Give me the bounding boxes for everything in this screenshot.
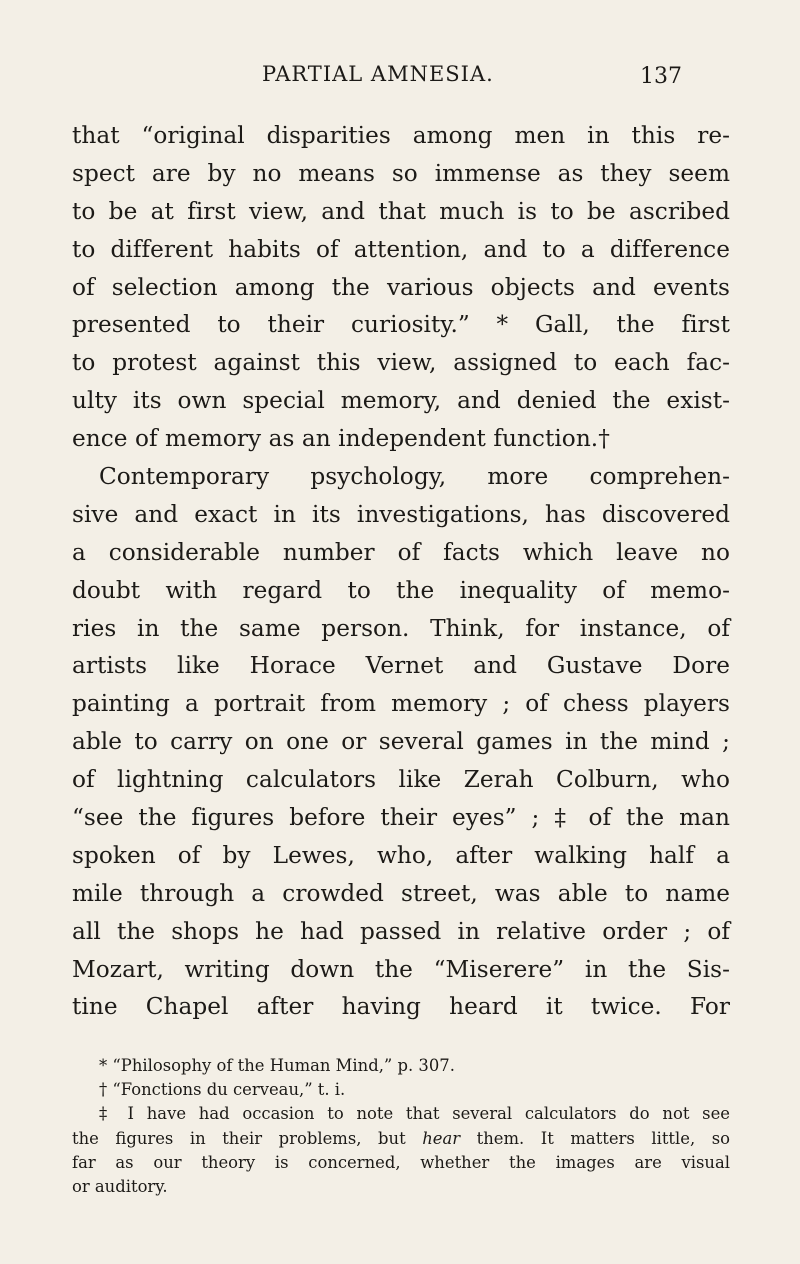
body-line: a considerable number of facts which leave no <box>72 538 730 566</box>
footnote-3-text: the figures in their problems, but <box>72 1128 423 1148</box>
body-line: able to carry on one or several games in the mind ; <box>72 728 730 756</box>
body-line: to be at first view, and that much is to be ascribed <box>72 197 730 225</box>
body-line: ulty its own special memory, and denied the exist- <box>72 387 730 415</box>
footnotes <box>72 1054 730 1199</box>
body-text <box>72 117 730 1026</box>
body-line: that “original disparities among men in this re- <box>72 122 730 149</box>
body-line: painting a portrait from memory ; of chess players <box>72 690 730 718</box>
footnote-3-text: them. It matters little, so <box>460 1128 730 1148</box>
footnote-3-emphasis: hear <box>422 1128 461 1148</box>
body-line: “see the figures before their eyes” ; ‡ of the man <box>72 804 730 832</box>
body-line: artists like Horace Vernet and Gustave Dore <box>72 652 730 680</box>
body-line: doubt with regard to the inequality of memo- <box>72 576 730 604</box>
body-line: of lightning calculators like Zerah Colburn, who <box>72 766 730 794</box>
body-line: mile through a crowded street, was able to name <box>72 879 730 907</box>
running-head <box>0 62 800 92</box>
body-line: ence of memory as an independent function.† <box>72 425 610 453</box>
footnote-3-line: or auditory. <box>72 1176 168 1196</box>
body-line: sive and exact in its investigations, has discovered <box>72 500 730 528</box>
body-line: all the shops he had passed in relative order ; of <box>72 917 730 945</box>
body-line: to protest against this view, assigned to each fac- <box>72 349 730 377</box>
footnote-3-line: ‡ I have had occasion to note that several calculators do not see <box>99 1104 730 1124</box>
body-line: presented to their curiosity.” * Gall, the first <box>72 311 730 339</box>
body-line: ries in the same person. Think, for instance, of <box>72 614 730 642</box>
body-line: to different habits of attention, and to a difference <box>72 235 730 263</box>
body-line: of selection among the various objects and events <box>72 273 730 301</box>
page-number: 137 <box>640 64 682 89</box>
footnote-3-line: far as our theory is concerned, whether the images are visual <box>72 1152 730 1172</box>
footnote-3-line <box>72 1127 730 1151</box>
footnote-1: * “Philosophy of the Human Mind,” p. 307. <box>99 1056 455 1075</box>
body-line: Contemporary psychology, more comprehen- <box>99 463 730 491</box>
running-head-title: PARTIAL AMNESIA. <box>262 62 494 86</box>
body-line: spect are by no means so immense as they seem <box>72 159 730 187</box>
body-line: Mozart, writing down the “Miserere” in the Sis- <box>72 955 730 983</box>
body-line: spoken of by Lewes, who, after walking half a <box>72 841 730 869</box>
body-line: tine Chapel after having heard it twice. For <box>72 993 730 1021</box>
footnote-2: † “Fonctions du cerveau,” t. i. <box>99 1080 346 1100</box>
